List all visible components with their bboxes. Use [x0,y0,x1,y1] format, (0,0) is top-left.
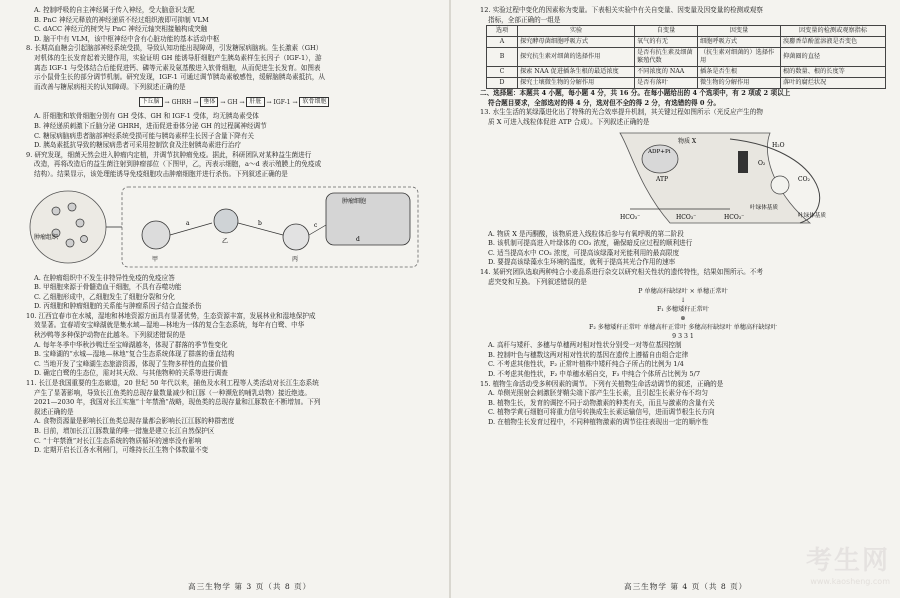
table-header: 选项 [487,26,518,37]
q9-immune-figure [26,181,442,273]
cell-bing-shape [283,224,309,250]
label-co2: CO₂ [798,175,810,183]
arrow-icon: → [164,98,170,106]
q7-options [26,6,442,44]
label-a: a [186,219,190,227]
table-cell: 根的数量、根的长度等 [781,67,886,78]
cell-jia-shape [142,221,170,249]
table-cell: A [487,37,518,48]
cross-line: P 单穗高秆缺绿叶 × 单穗正常叶 [638,288,728,296]
q10-option-b: B. 宝峰湖的“水城—湿地—林地”复合生态系统体现了群落的垂直结构 [34,350,235,359]
arrow-icon: → [292,98,298,106]
table-header: 因变量 [698,26,781,37]
q14-option-a: A. 高秆与矮秆、多穗与单穗两对相对性状分别受一对等位基因控制 [488,341,682,350]
label-stroma: 叶绿体基质 [798,212,826,219]
cross-line: F₂ 多穗矮秆正常叶 单穗高秆正常叶 多穗高秆缺绿叶 单穗高秆缺绿叶 [589,324,777,332]
photosystem-shape [738,151,748,173]
q8-option-d: D. 胰岛素抵抗导致的糖尿病患者可采用控制饮食及注射胰岛素进行治疗 [34,141,242,150]
table-header: 自变量 [635,26,698,37]
q8-stem-line: 8. 长期高血糖会引起脑部神经系统受损，导致认知功能出现障碍，引发糖尿病脑病。生长激素（GH） [26,44,323,53]
arrow-bing-tumor [309,225,326,235]
label-d: d [356,235,360,243]
q8-stem-line: 对机体的生长发育起着关键作用，实验证明 GH 能诱导肝细胞产生胰岛素样生长因子（IGF-1），游 [34,53,322,62]
question-11 [26,379,442,456]
label-adp: ADP+Pi [648,148,671,155]
table-cell: 探索 NAA 促进插条生根的最适浓度 [518,67,635,78]
label-tumor-cell: 肿瘤细胞 [342,197,367,205]
label-lumen: 叶绿体基质 [750,204,778,211]
tumor-cell-shape [326,193,410,245]
table-cell: 探究土壤微生物的分解作用 [518,78,635,89]
q11-stem-line: 产生了显著影响，导致长江鱼类的总现存量数量减少和江豚（一种濒危的哺乳动物）接近绝迹。 [34,388,311,397]
q7-option-d: D. 脑干中有 VLM，该中枢神经中含有心脏功能的基本活动中枢 [34,34,220,43]
chloroplast-diagram [480,129,880,225]
q15-option-c: C. 植物学黄石细胞可将重力信号转换成生长素运输信号，进而调节根生长方向 [488,408,715,417]
table-cell: 溴麝香草酚蓝溶液是否变色 [781,37,886,48]
q7-option-c: C. dACC 神经元的树突与 PnC 神经元轴突相接触构成突触 [34,25,208,34]
label-h2o: H₂O [772,141,785,149]
cell-yi-shape [214,209,238,233]
question-13 [480,108,886,268]
q8-option-c: C. 糖尿病脑病患者脑部神经系统受损可能与胰岛素样生长因子含量下降有关 [34,131,255,140]
flow-igf1: IGF-1 [273,98,291,106]
q10-option-a: A. 每年冬季中华秋沙鸭迁至宝峰湖越冬，体现了群落的季节性变化 [34,340,228,349]
label-hco3-a: HCO₃⁻ [620,213,641,221]
carbonic-anhydrase-shape [771,176,789,194]
q15-stem-line: 15. 植物生命活动受多种因素的调节。下列有关植物生命活动调节的叙述，正确的是 [480,379,724,388]
table-cell: 氧气的有无 [635,37,698,48]
table-header-row [487,26,886,37]
q14-option-c: C. 不考虑其他性状，F₂ 正常叶植株中矮秆纯合子所占的比例为 1/4 [488,360,684,369]
arrow-icon: → [220,98,226,106]
label-hco3-c: HCO₃⁻ [724,213,745,221]
q10-option-c: C. 当地开发了宝峰湖生态旅游资源，体现了生物多样性的直接价值 [34,359,228,368]
q10-stem-line: 秋沙鸭等多种保护动物在此越冬。下列叙述错误的是 [34,331,186,340]
q11-option-a: A. 食物资源量是影响长江鱼类总现存量都会影响长江江豚的种群密度 [34,417,235,426]
page-footer-right: 高三生物学 第 4 页（共 8 页） [624,582,748,591]
table-row [487,37,886,48]
label-hco3-b: HCO₃⁻ [676,213,697,221]
question-9 [26,151,442,312]
table-cell: 落叶的腐烂状况 [781,78,886,89]
label-x: 物质 X [678,137,697,145]
table-cell: 抑菌圈的直径 [781,48,886,67]
q7-option-b: B. PnC 神经元释放的神经递质不经过组织液即可抑制 VLM [34,15,209,24]
q12-stem-line: 指标，全部正确的一组是 [488,15,561,24]
q14-option-d: D. 不考虑其他性状，F₂ 中单穗水稻自交，F₃ 中纯合个体所占比例为 5/7 [488,369,701,378]
label-atp: ATP [656,175,669,183]
page-footer-left: 高三生物学 第 3 页（共 8 页） [188,582,312,591]
q8-option-b: B. 神经递质刺激下丘脑分泌 GHRH，进而促进垂体分泌 GH 的过程属神经调节 [34,121,267,130]
flow-ghrh: GHRH [171,98,192,106]
table-cell: （抗生素对细菌的）选择作用 [698,48,781,67]
q15-option-d: D. 在植物生长发育过程中，不同种植物激素的调节往往表现出一定的顺序性 [488,417,709,426]
table-cell: D [487,78,518,89]
table-cell: 探究抗生素对细菌的选择作用 [518,48,635,67]
q12-stem-line: 12. 实验过程中变化的因素称为变量。下表相关实验中有关自变量、因变量及因变量的检测或观察 [480,6,763,14]
q9-option-a: A. 在肿瘤组织中不发生非特异性免疫的免疫应答 [34,273,175,282]
q9-stem-line: 改造，再将改造后的益生菌注射到肿瘤部位（下图甲，乙，丙表示细胞，a～d 表示殖膜上的免疫或 [34,160,322,169]
table-header: 实验 [518,26,635,37]
q13-stem-line: 13. 水生生活的某绿藻进化出了特殊的光合效率提升机制，其关键过程如图所示（光反应产生的物 [480,108,763,117]
watermark-url: www.kaosheng.com [810,577,890,586]
table-cell: 探究酵母菌细胞呼吸方式 [518,37,635,48]
table-row [487,48,886,67]
label-tissue: 肿瘤组织 [34,233,59,241]
q11-stem-line: 叙述正确的是 [34,407,74,416]
q10-option-d: D. 确定白鹭的生态位，需对其天敌、与其他物种的关系等进行调查 [34,369,228,378]
cross-line: ↓ [680,297,686,305]
q14-option-b: B. 控制叶色与穗数这两对相对性状的基因在遗传上遵循自由组合定律 [488,350,689,359]
arrow-icon: → [266,98,272,106]
cross-line: ⊗ [680,315,686,323]
q11-option-b: B. 目前，增加长江江豚数量的唯一措施是建立长江自然保护区 [34,427,215,435]
label-jia: 甲 [152,255,159,263]
q9-option-d: D. 丙细胞和肿瘤细胞的关系能与肿瘤系因子结合直接杀伤 [34,302,202,311]
q7-option-a: A. 控制呼吸的自主神经属于传入神经，受大脑意识支配 [34,6,195,14]
q15-option-a: A. 单侧光照射会刺激胚芽鞘尖端下部产生生长素，且引起生长素分布不均匀 [488,389,708,398]
arrow-icon: → [193,98,199,106]
q11-option-c: C. “十年禁渔”对长江生态系统的物质循环的速率没有影响 [34,436,202,445]
q13-option-d: D. 要提高该绿藻水生环境的温度，就利于提高其光合作用的速率 [488,258,676,267]
flow-chondrocyte: 软骨细胞 [299,97,329,107]
arrow-jia-yi [170,223,212,235]
flow-liver: 肝脏 [246,97,264,107]
question-12 [480,6,886,89]
flow-hypothalamus: 下丘脑 [139,97,163,107]
question-8 [26,44,442,150]
q9-stem-line: 结构）。结果显示，该处理能诱导免疫细胞攻击肿瘤细胞并进行杀伤。下列叙述正确的是 [34,169,288,178]
q13-chloroplast-figure [480,129,886,229]
q11-stem-line: 11. 长江是我国重要的生态廊道，20 世纪 50 年代以来，捕鱼及水利工程等人类活动对长江生态系统 [26,379,319,388]
watermark-logo-text: 考生网 [805,546,890,576]
question-15 [480,380,886,428]
table-cell: 不同浓度的 NAA [635,67,698,78]
table-cell: 是否有抗生素及细菌繁殖代数 [635,48,698,67]
table-cell: 是否有落叶 [635,78,698,89]
q13-option-a: A. 物质 X 是丙酮酸，该物质进入线粒体后参与有氧呼吸的第二阶段 [488,229,684,238]
table-cell: 微生物的分解作用 [698,78,781,89]
q8-stem-line: 而改善与糖尿病相关的认知障碍。下列叙述正确的是 [34,82,186,91]
cross-line: 9 3 3 1 [672,333,694,341]
q12-experiment-table [486,25,886,89]
label-b: b [258,219,262,227]
q13-option-b: B. 该机制可提高进入叶绿体的 CO₂ 浓度，确保暗反应过程的顺利进行 [488,239,693,248]
q11-stem-line: 2021—2030 年，我国对长江实施“十年禁渔”战略，现鱼类的总现存量和江豚数在不断增加。下列 [34,398,321,407]
table-cell: B [487,48,518,67]
arrow-icon: → [239,98,245,106]
cross-line: F₁ 多穗矮秆正常叶 [656,306,710,314]
table-header: 因变量的检测或观察指标 [781,26,886,37]
table-row [487,78,886,89]
q10-stem-line: 效显著。宜春靖安宝峰湖就是集水域—湿地—林地为一体的复合生态系统，每年有白鹭、中华 [34,321,305,330]
q14-stem-line: 虑突变和互换。下列叙述错误的是 [488,277,587,286]
q8-stem-line: 离态 IGF-1 与受体结合后能促进钙、磷等元素及氨基酸进入软骨细胞，从而促进生长发育。如图表 [34,63,321,72]
section-2-line: 符合题目要求，全部选对的得 4 分，选对但不全的得 2 分，有选错的得 0 分。 [488,98,720,107]
q8-stem-line: 示小鼠骨生长的部分调节机制。研究发现，IGF-1 可通过调节胰岛素敏感性，缓解脑胰岛素抵抗，从 [34,73,326,82]
q13-option-c: C. 适当提高水中 CO₂ 浓度，可提高该绿藻对光能利用的最高限度 [488,248,680,257]
table-cell: C [487,67,518,78]
q9-option-b: B. 甲细胞来源于骨髓造血干细胞，不具有吞噬功能 [34,283,182,292]
label-c: c [314,221,318,229]
table-cell: 细胞呼吸方式 [698,37,781,48]
q11-option-d: D. 定期开启长江各水利闸门，可维持长江生物个体数量不变 [34,446,209,455]
label-o2: O₂ [758,159,766,167]
label-bing: 丙 [292,255,299,263]
watermark [806,540,890,586]
immune-diagram [26,181,426,269]
flow-pituitary: 垂体 [200,97,218,107]
q14-cross-diagram [480,287,886,341]
q14-stem-line: 14. 某研究团队选取两种纯合小麦品系进行杂交以研究相关性状的遗传特性，结果如图所示。不考 [480,267,763,276]
flow-gh: GH [227,98,238,106]
q10-stem-line: 10. 江西宜春市在水城，湿地和林地资源方面具有显著优势，生态资源丰富，发展林业和湿地保护成 [26,311,316,320]
q9-option-c: C. 乙细胞形成中，乙细胞发生了细胞分裂和分化 [34,292,175,301]
question-10 [26,312,442,379]
q8-option-a: A. 肝细胞和软骨细胞分别有 GH 受体、GH 和 IGF-1 受体，均无胰岛素受体 [34,112,259,121]
table-cell: 插条是否生根 [698,67,781,78]
section-2-instructions [480,89,886,108]
question-14 [480,268,886,380]
section-2-line: 二、选择题：本题共 4 小题，每小题 4 分，共 16 分。在每小题给出的 4 个选项中，有 2 项或 2 项以上 [480,89,791,98]
q13-stem-line: 质 X 可进入线粒体促进 ATP 合成）。下列叙述正确的是 [488,117,650,126]
tumor-tissue-shape [30,191,106,263]
label-yi: 乙 [222,237,229,245]
q8-regulation-diagram [26,92,442,112]
q9-stem-line: 9. 研究发现，细菌天然会进入肿瘤内定植，并调节抗肿瘤免疫。据此，科研团队对某种益生菌进行 [26,150,312,159]
table-row [487,67,886,78]
page-4 [452,0,900,598]
q15-option-b: B. 植物生长，发育的调控不同于动物激素的种类有关，而且与激素的含量有关 [488,398,715,407]
